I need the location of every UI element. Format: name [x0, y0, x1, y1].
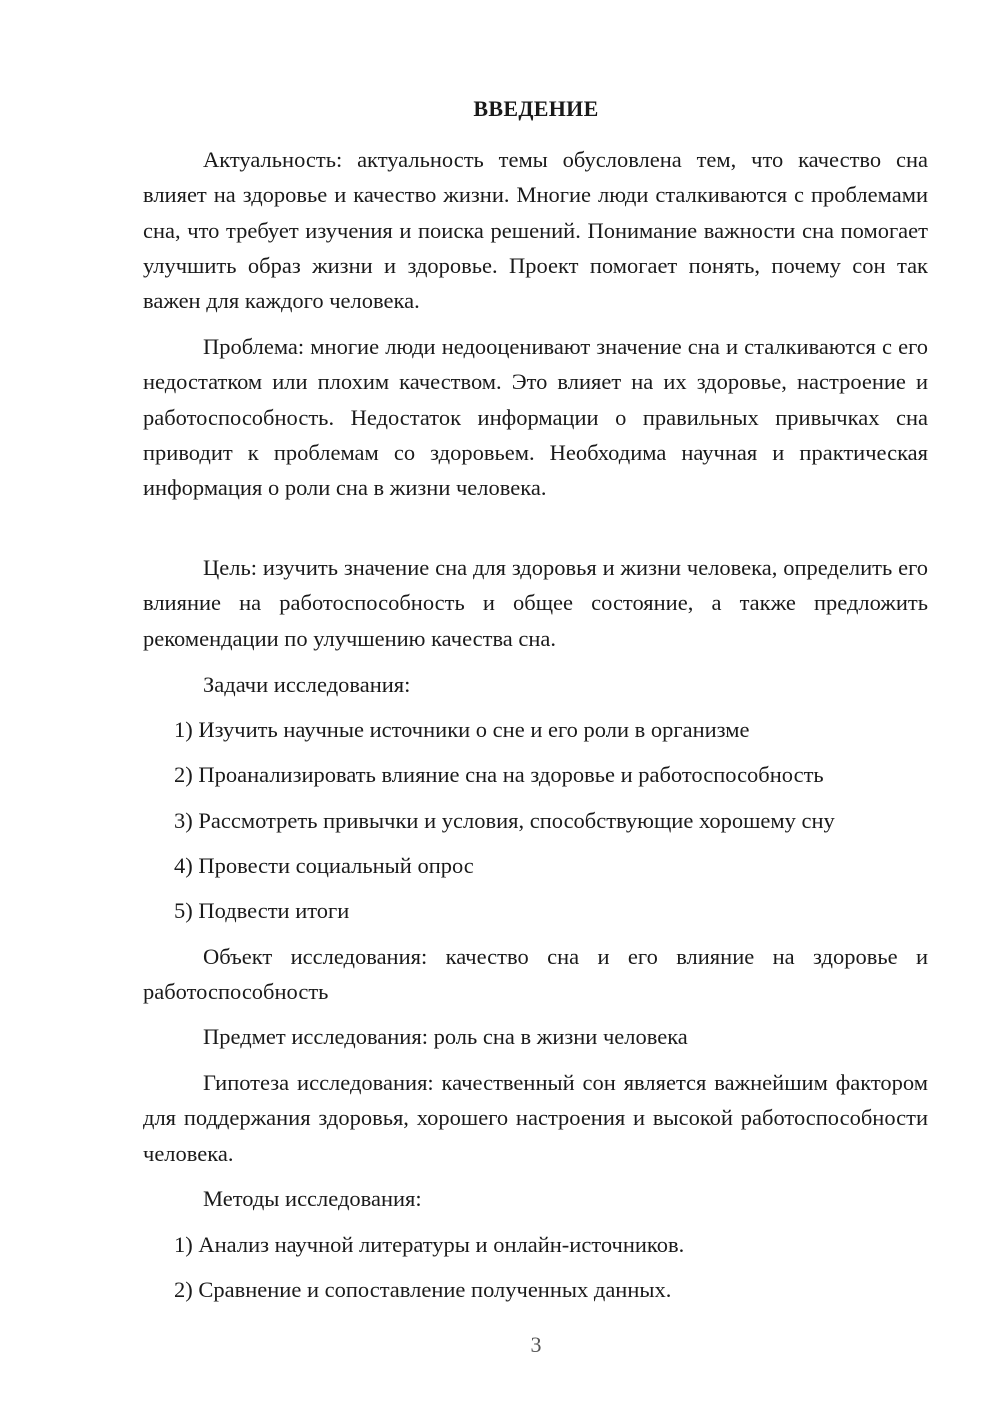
page-number: 3 [530, 1332, 542, 1357]
task-item-2: 2) Проанализировать влияние сна на здоровье и работоспособность [174, 762, 824, 787]
task-item-1: 1) Изучить научные источники о сне и его роли в организме [174, 717, 750, 742]
paragraph-subject: Предмет исследования: роль сна в жизни человека [203, 1024, 688, 1049]
paragraph-hypothesis: Гипотеза исследования: качественный сон является важнейшим фактором для поддержания здоровья, хорошего настроения и высокой работоспособности человека. [143, 1070, 928, 1166]
task-item-5: 5) Подвести итоги [174, 898, 350, 923]
method-item-1: 1) Анализ научной литературы и онлайн-источников. [174, 1232, 685, 1257]
task-item-4: 4) Провести социальный опрос [174, 853, 474, 878]
page-title: ВВЕДЕНИЕ [473, 96, 599, 121]
methods-title: Методы исследования: [203, 1186, 422, 1211]
paragraph-relevance: Актуальность: актуальность темы обусловлена тем, что качество сна влияет на здоровье и качество жизни. Многие люди сталкиваются с проблемами сна, что требует изучения и поиска решений. Понимание важности сна помогает улучшить образ жизни и здоровье. Проект помогает понять, почему сон так важен для каждого человека. [143, 147, 928, 314]
paragraph-problem: Проблема: многие люди недооценивают значение сна и сталкиваются с его недостатком или плохим качеством. Это влияет на их здоровье, настроение и работоспособность. Недостаток информации о правильных привычках сна приводит к проблемам со здоровьем. Необходима научная и практическая информация о роли сна в жизни человека. [143, 334, 928, 501]
paragraph-object: Объект исследования: качество сна и его влияние на здоровье и работоспособность [143, 944, 928, 1005]
tasks-title: Задачи исследования: [203, 672, 411, 697]
paragraph-goal: Цель: изучить значение сна для здоровья и жизни человека, определить его влияние на работоспособность и общее состояние, а также предложить рекомендации по улучшению качества сна. [143, 555, 928, 651]
method-item-2: 2) Сравнение и сопоставление полученных данных. [174, 1277, 672, 1302]
task-item-3: 3) Рассмотреть привычки и условия, способствующие хорошему сну [174, 808, 835, 833]
